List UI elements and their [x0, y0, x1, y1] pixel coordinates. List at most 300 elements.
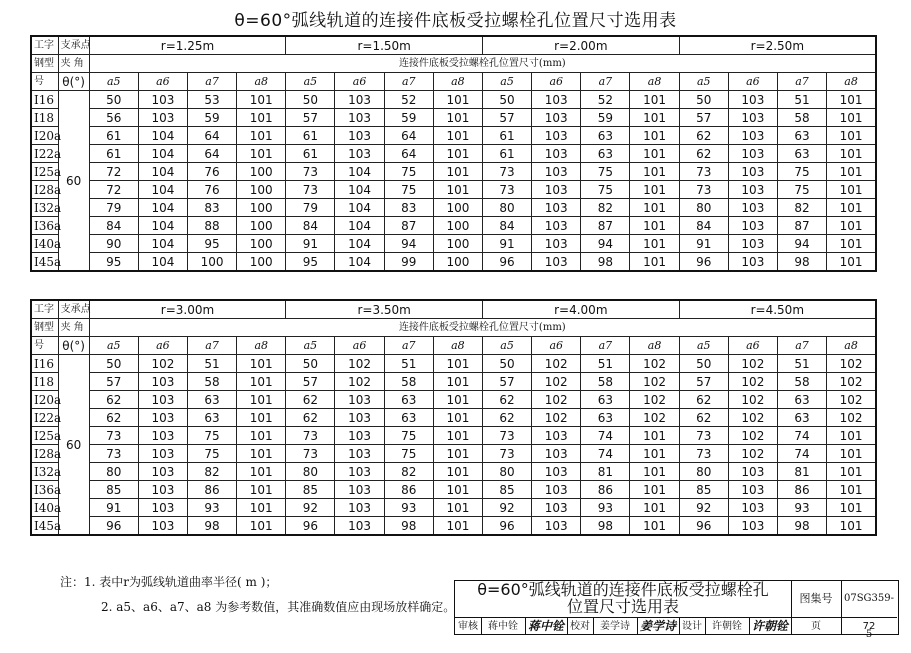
table-cell: 101	[630, 181, 679, 199]
design-signature: 许朝铨	[749, 618, 792, 635]
column-label: a8	[630, 73, 679, 91]
table-cell: 100	[187, 253, 236, 272]
header-gang-1: 工字	[31, 300, 58, 319]
atlas-number: 07SG359-5	[843, 593, 895, 640]
table-cell: 95	[286, 253, 335, 272]
table-cell: 102	[335, 373, 384, 391]
header-zhi-1: 支承点	[58, 36, 89, 55]
table-cell: 50	[482, 355, 531, 373]
table-cell: 102	[728, 373, 777, 391]
steel-section-name: I40a	[31, 235, 58, 253]
table-cell: 101	[433, 181, 482, 199]
column-label: a6	[138, 73, 187, 91]
table-cell: 96	[286, 517, 335, 536]
table-cell: 101	[630, 109, 679, 127]
table-cell: 101	[433, 91, 482, 109]
table-cell: 100	[237, 235, 286, 253]
table-cell: 101	[630, 463, 679, 481]
table-cell: 79	[89, 199, 138, 217]
table-cell: 103	[138, 91, 187, 109]
table-cell: 101	[827, 517, 876, 536]
table-cell: 100	[237, 199, 286, 217]
page-number: 72	[862, 621, 876, 632]
table-cell: 101	[630, 481, 679, 499]
table-cell: 98	[777, 253, 826, 272]
table-cell: 57	[286, 373, 335, 391]
table-cell: 75	[187, 427, 236, 445]
table-cell: 85	[482, 481, 531, 499]
table-cell: 102	[335, 355, 384, 373]
table-cell: 74	[581, 445, 630, 463]
table-cell: 101	[827, 427, 876, 445]
check-label: 校对	[567, 618, 594, 635]
table-cell: 50	[89, 355, 138, 373]
table-cell: 103	[138, 517, 187, 536]
table-cell: 104	[335, 181, 384, 199]
table-cell: 63	[384, 409, 433, 427]
table-cell: 101	[433, 427, 482, 445]
header-row-columns	[31, 73, 876, 91]
table-cell: 62	[482, 391, 531, 409]
column-label: a8	[433, 337, 482, 355]
table-cell: 81	[581, 463, 630, 481]
table-cell: 103	[335, 391, 384, 409]
table-row	[31, 217, 876, 235]
note-2: 2. a5、a6、a7、a8 为参考数值，其准确数值应由现场放样确定。	[101, 600, 456, 614]
table-cell: 57	[679, 109, 728, 127]
check-signature: 姜学诗	[637, 618, 680, 635]
table-cell: 62	[482, 409, 531, 427]
table-cell: 58	[777, 109, 826, 127]
table-cell: 102	[728, 427, 777, 445]
support-angle-value: 60	[58, 91, 89, 272]
table-cell: 93	[384, 499, 433, 517]
steel-section-name: I36a	[31, 217, 58, 235]
table-cell: 104	[138, 253, 187, 272]
table-cell: 63	[581, 127, 630, 145]
table-row	[31, 409, 876, 427]
table-cell: 96	[679, 253, 728, 272]
table-cell: 101	[237, 499, 286, 517]
table-cell: 84	[286, 217, 335, 235]
table-cell: 102	[728, 391, 777, 409]
table-cell: 74	[777, 445, 826, 463]
table-cell: 101	[827, 445, 876, 463]
table-cell: 103	[335, 427, 384, 445]
table-cell: 73	[89, 445, 138, 463]
design-name: 许朝铨	[705, 618, 750, 635]
table-cell: 73	[286, 427, 335, 445]
column-label: a6	[335, 73, 384, 91]
steel-section-name: I16	[31, 355, 58, 373]
table-cell: 75	[581, 163, 630, 181]
table-cell: 102	[532, 391, 581, 409]
table-cell: 88	[187, 217, 236, 235]
table-cell: 83	[187, 199, 236, 217]
steel-section-name: I16	[31, 91, 58, 109]
table-cell: 73	[679, 163, 728, 181]
table-cell: 63	[187, 409, 236, 427]
table-cell: 104	[138, 127, 187, 145]
table-cell: 74	[581, 427, 630, 445]
table-cell: 103	[335, 145, 384, 163]
table-cell: 101	[433, 463, 482, 481]
table-cell: 92	[482, 499, 531, 517]
design-label: 设计	[679, 618, 706, 635]
table-cell: 96	[482, 517, 531, 536]
table-cell: 103	[728, 91, 777, 109]
table-cell: 75	[384, 181, 433, 199]
table-cell: 81	[777, 463, 826, 481]
table-cell: 57	[679, 373, 728, 391]
column-label: a7	[581, 337, 630, 355]
table-cell: 73	[482, 427, 531, 445]
table-cell: 87	[777, 217, 826, 235]
table-cell: 101	[630, 163, 679, 181]
table-cell: 58	[187, 373, 236, 391]
table-cell: 51	[187, 355, 236, 373]
table-cell: 101	[237, 373, 286, 391]
table-cell: 103	[335, 517, 384, 536]
table-cell: 103	[532, 163, 581, 181]
table-cell: 64	[187, 127, 236, 145]
table-cell: 75	[384, 427, 433, 445]
table-cell: 101	[237, 391, 286, 409]
table-cell: 98	[777, 517, 826, 536]
table-cell: 101	[630, 253, 679, 272]
table-cell: 50	[679, 355, 728, 373]
table-cell: 95	[89, 253, 138, 272]
header-zhi-2: 夹 角	[58, 55, 89, 73]
column-label: a5	[286, 337, 335, 355]
column-label: a7	[777, 73, 826, 91]
table-cell: 75	[384, 445, 433, 463]
table-cell: 102	[630, 355, 679, 373]
header-gang-3: 号	[31, 73, 58, 91]
steel-section-name: I32a	[31, 463, 58, 481]
table-cell: 101	[827, 91, 876, 109]
radius-label: r=1.50m	[286, 36, 483, 55]
table-row	[31, 355, 876, 373]
table-cell: 101	[827, 181, 876, 199]
table-cell: 58	[581, 373, 630, 391]
table-section-2	[30, 299, 877, 536]
radius-label: r=3.50m	[286, 300, 483, 319]
table-cell: 91	[286, 235, 335, 253]
header-gang-3: 号	[31, 337, 58, 355]
table-cell: 103	[335, 499, 384, 517]
table-cell: 84	[89, 217, 138, 235]
table-cell: 95	[187, 235, 236, 253]
table-cell: 103	[532, 445, 581, 463]
column-label: a5	[286, 73, 335, 91]
table-cell: 62	[286, 391, 335, 409]
table-cell: 102	[138, 355, 187, 373]
table-cell: 57	[482, 109, 531, 127]
table-cell: 62	[286, 409, 335, 427]
column-label: a7	[187, 73, 236, 91]
table-cell: 75	[581, 181, 630, 199]
steel-section-name: I36a	[31, 481, 58, 499]
table-cell: 103	[728, 499, 777, 517]
table-cell: 75	[777, 181, 826, 199]
table-cell: 76	[187, 163, 236, 181]
table-cell: 101	[630, 427, 679, 445]
table-cell: 101	[827, 145, 876, 163]
column-label: a8	[433, 73, 482, 91]
table-cell: 103	[532, 517, 581, 536]
table-cell: 101	[433, 517, 482, 536]
table-cell: 104	[335, 235, 384, 253]
dimension-caption: 连接件底板受拉螺栓孔位置尺寸(mm)	[89, 319, 876, 337]
table-cell: 86	[187, 481, 236, 499]
atlas-label: 图集号	[791, 581, 842, 617]
steel-section-name: I20a	[31, 391, 58, 409]
table-row	[31, 199, 876, 217]
table-cell: 101	[237, 109, 286, 127]
steel-section-name: I32a	[31, 199, 58, 217]
table-cell: 94	[384, 235, 433, 253]
table-cell: 91	[679, 235, 728, 253]
column-label: a6	[728, 73, 777, 91]
table-cell: 103	[335, 127, 384, 145]
table-cell: 51	[777, 355, 826, 373]
table-cell: 100	[237, 163, 286, 181]
table-cell: 103	[532, 463, 581, 481]
table-cell: 61	[286, 127, 335, 145]
table-cell: 63	[777, 391, 826, 409]
table-cell: 104	[138, 145, 187, 163]
table-cell: 101	[433, 409, 482, 427]
table-cell: 53	[187, 91, 236, 109]
table-cell: 103	[138, 481, 187, 499]
table-cell: 51	[777, 91, 826, 109]
steel-section-name: I28a	[31, 445, 58, 463]
table-cell: 104	[335, 217, 384, 235]
table-cell: 96	[482, 253, 531, 272]
table-cell: 102	[827, 391, 876, 409]
table-cell: 93	[187, 499, 236, 517]
table-cell: 102	[728, 409, 777, 427]
title-block-line-1: θ=60°弧线轨道的连接件底板受拉螺栓孔	[477, 580, 769, 599]
table-cell: 103	[728, 463, 777, 481]
table-cell: 101	[237, 517, 286, 536]
table-cell: 104	[335, 199, 384, 217]
table-cell: 101	[630, 127, 679, 145]
header-zhi-2: 夹 角	[58, 319, 89, 337]
table-cell: 101	[433, 145, 482, 163]
table-cell: 72	[89, 181, 138, 199]
table-cell: 80	[679, 463, 728, 481]
table-cell: 57	[286, 109, 335, 127]
table-cell: 103	[138, 409, 187, 427]
column-label: a5	[89, 73, 138, 91]
table-cell: 103	[138, 427, 187, 445]
table-cell: 101	[433, 445, 482, 463]
table-row	[31, 235, 876, 253]
table-cell: 75	[187, 445, 236, 463]
table-section-1	[30, 35, 877, 272]
table-cell: 73	[482, 445, 531, 463]
table-cell: 85	[89, 481, 138, 499]
table-cell: 102	[728, 355, 777, 373]
table-cell: 52	[384, 91, 433, 109]
table-cell: 101	[630, 445, 679, 463]
steel-section-name: I28a	[31, 181, 58, 199]
table-cell: 102	[532, 355, 581, 373]
table-cell: 64	[384, 145, 433, 163]
table-cell: 52	[581, 91, 630, 109]
table-row	[31, 391, 876, 409]
table-cell: 101	[630, 499, 679, 517]
table-cell: 57	[89, 373, 138, 391]
steel-section-name: I22a	[31, 145, 58, 163]
header-row-columns	[31, 337, 876, 355]
table-cell: 61	[482, 145, 531, 163]
table-cell: 63	[384, 391, 433, 409]
table-cell: 62	[679, 409, 728, 427]
table-cell: 80	[679, 199, 728, 217]
note-1: 注：1. 表中r为弧线轨道曲率半径( m )；	[60, 575, 278, 589]
table-cell: 83	[384, 199, 433, 217]
table-cell: 101	[237, 427, 286, 445]
table-cell: 72	[89, 163, 138, 181]
table-cell: 101	[827, 481, 876, 499]
table-cell: 101	[630, 235, 679, 253]
table-cell: 104	[138, 181, 187, 199]
table-cell: 82	[187, 463, 236, 481]
table-cell: 80	[482, 199, 531, 217]
table-cell: 61	[89, 145, 138, 163]
table-cell: 101	[433, 355, 482, 373]
steel-section-name: I22a	[31, 409, 58, 427]
table-cell: 101	[237, 127, 286, 145]
table-cell: 102	[630, 373, 679, 391]
table-cell: 103	[728, 181, 777, 199]
column-label: a8	[827, 73, 876, 91]
table-cell: 92	[679, 499, 728, 517]
column-label: a8	[237, 337, 286, 355]
table-cell: 102	[630, 391, 679, 409]
table-cell: 103	[138, 373, 187, 391]
table-cell: 93	[777, 499, 826, 517]
table-cell: 100	[433, 253, 482, 272]
header-row-radius	[31, 36, 876, 55]
table-cell: 73	[286, 445, 335, 463]
table-cell: 103	[728, 235, 777, 253]
table-cell: 63	[777, 145, 826, 163]
table-cell: 103	[532, 181, 581, 199]
table-cell: 103	[532, 109, 581, 127]
table-row	[31, 109, 876, 127]
table-cell: 58	[777, 373, 826, 391]
table-cell: 50	[679, 91, 728, 109]
table-cell: 80	[482, 463, 531, 481]
table-row	[31, 127, 876, 145]
steel-section-name: I40a	[31, 499, 58, 517]
table-cell: 98	[187, 517, 236, 536]
page-label: 页	[791, 618, 842, 635]
table-cell: 103	[532, 499, 581, 517]
table-cell: 59	[581, 109, 630, 127]
table-cell: 101	[237, 145, 286, 163]
table-cell: 101	[827, 199, 876, 217]
steel-section-name: I18	[31, 109, 58, 127]
table-cell: 103	[335, 409, 384, 427]
table-cell: 61	[482, 127, 531, 145]
radius-label: r=2.50m	[679, 36, 876, 55]
table-cell: 101	[433, 127, 482, 145]
table-cell: 103	[335, 91, 384, 109]
table-cell: 101	[630, 145, 679, 163]
table-cell: 101	[237, 91, 286, 109]
table-cell: 98	[581, 253, 630, 272]
table-cell: 103	[728, 145, 777, 163]
table-cell: 101	[433, 481, 482, 499]
table-cell: 103	[138, 463, 187, 481]
table-cell: 87	[581, 217, 630, 235]
column-label: a8	[827, 337, 876, 355]
table-cell: 73	[89, 427, 138, 445]
table-cell: 100	[237, 217, 286, 235]
table-cell: 101	[827, 217, 876, 235]
table-cell: 103	[335, 481, 384, 499]
review-name: 蒋中铨	[481, 618, 526, 635]
table-cell: 86	[581, 481, 630, 499]
steel-section-name: I25a	[31, 427, 58, 445]
table-cell: 103	[728, 481, 777, 499]
table-cell: 50	[482, 91, 531, 109]
table-cell: 102	[827, 373, 876, 391]
table-cell: 76	[187, 181, 236, 199]
table-cell: 100	[433, 235, 482, 253]
table-cell: 63	[777, 409, 826, 427]
table-cell: 104	[138, 163, 187, 181]
radius-label: r=4.00m	[482, 300, 679, 319]
table-cell: 103	[728, 199, 777, 217]
table-cell: 64	[384, 127, 433, 145]
table-cell: 82	[581, 199, 630, 217]
table-cell: 102	[827, 355, 876, 373]
table-cell: 103	[138, 391, 187, 409]
table-row	[31, 181, 876, 199]
table-cell: 101	[237, 463, 286, 481]
support-angle-value: 60	[58, 355, 89, 536]
table-cell: 96	[89, 517, 138, 536]
table-cell: 82	[384, 463, 433, 481]
table-cell: 103	[728, 253, 777, 272]
column-label: a5	[482, 337, 531, 355]
table-cell: 103	[532, 145, 581, 163]
column-label: a8	[630, 337, 679, 355]
table-cell: 101	[433, 109, 482, 127]
table-cell: 101	[237, 409, 286, 427]
table-cell: 101	[827, 109, 876, 127]
column-label: a5	[679, 73, 728, 91]
table-cell: 101	[630, 91, 679, 109]
table-cell: 101	[827, 463, 876, 481]
table-cell: 101	[630, 517, 679, 536]
column-label: a7	[384, 337, 433, 355]
header-row-caption	[31, 319, 876, 337]
table-cell: 103	[335, 463, 384, 481]
table-cell: 98	[384, 517, 433, 536]
radius-label: r=1.25m	[89, 36, 286, 55]
steel-section-name: I45a	[31, 517, 58, 536]
header-row-caption	[31, 55, 876, 73]
table-cell: 63	[187, 391, 236, 409]
table-cell: 103	[532, 199, 581, 217]
